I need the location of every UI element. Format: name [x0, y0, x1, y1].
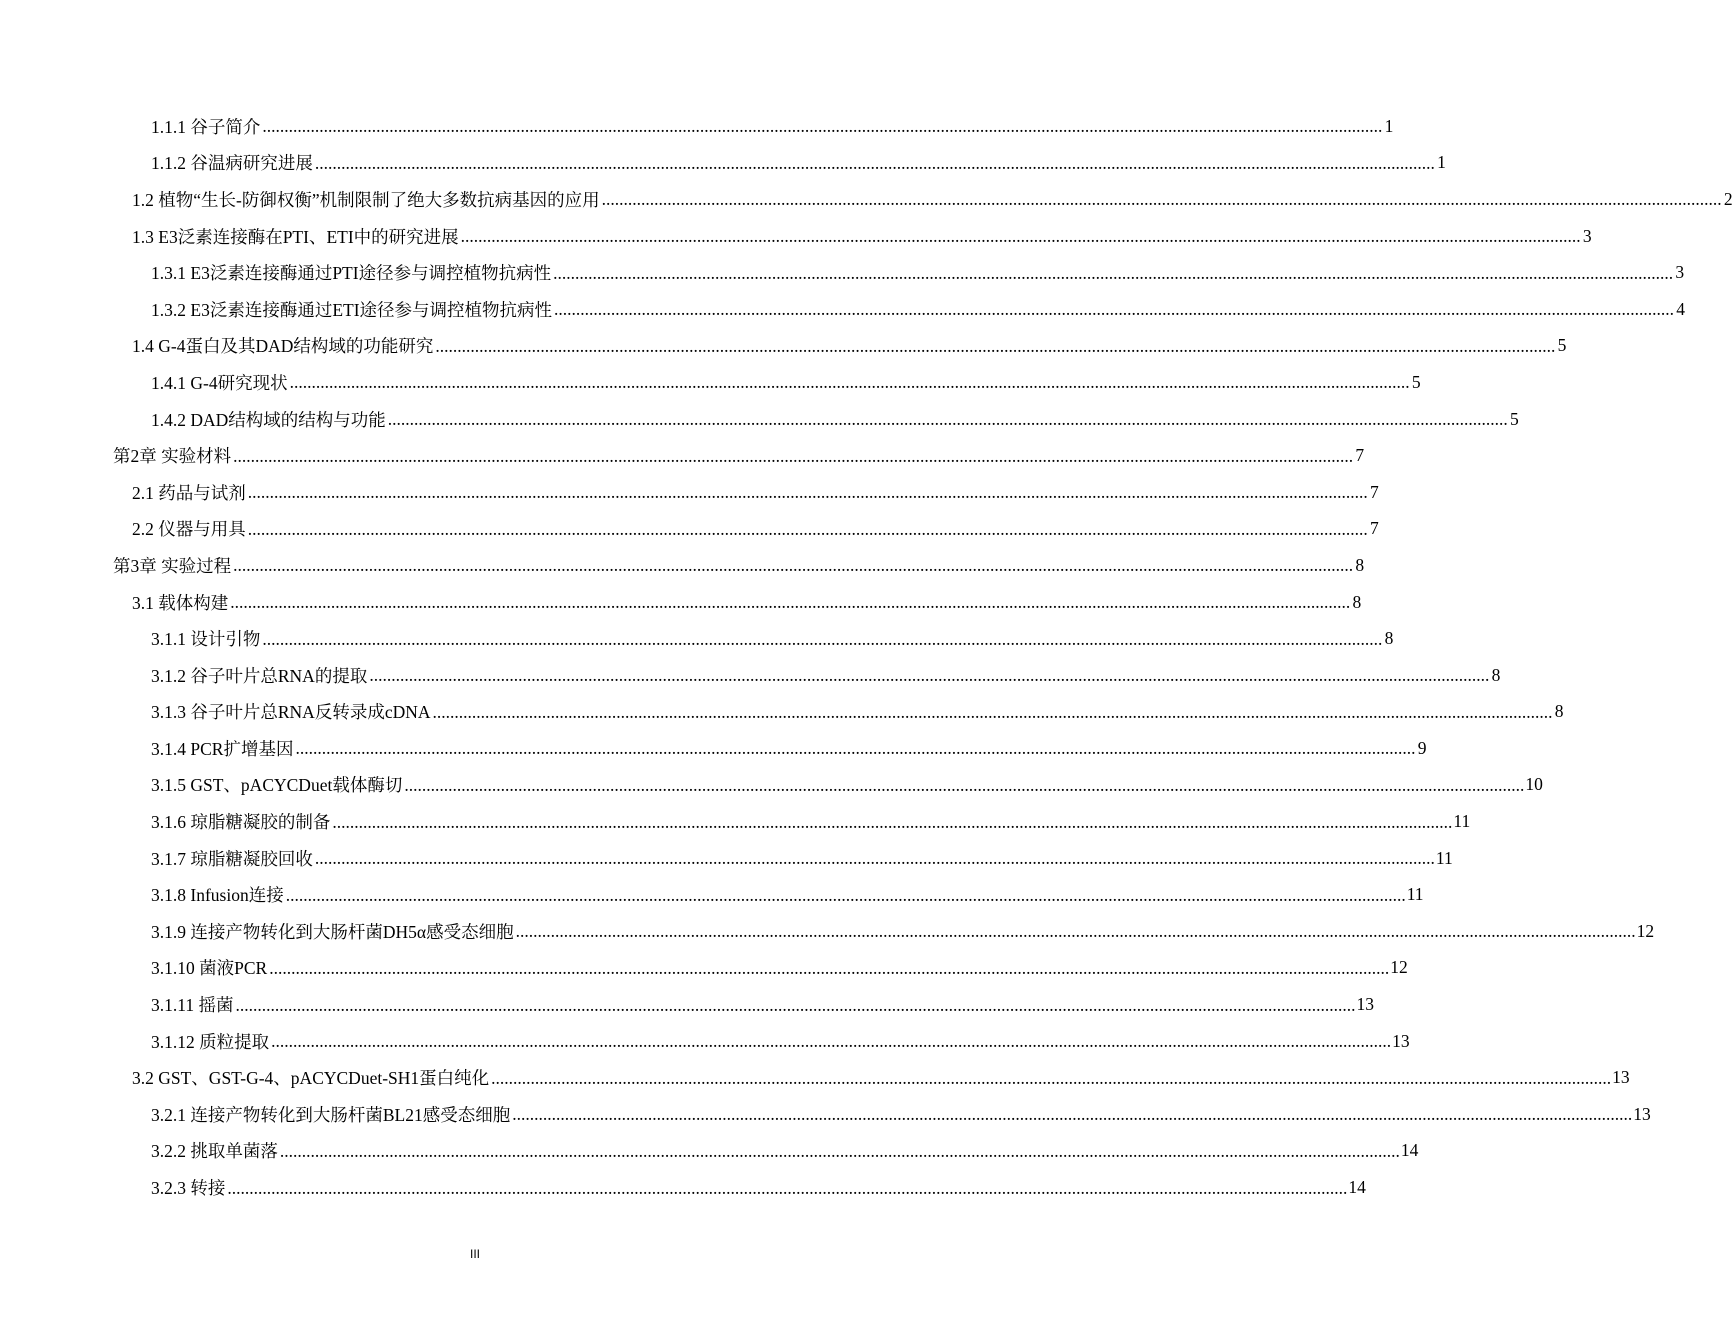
toc-entry[interactable]	[0, 1096, 1651, 1133]
toc-entry-title: 3.1.7 琼脂糖凝胶回收	[151, 846, 314, 871]
dot-leader	[271, 1030, 1391, 1052]
toc-entry[interactable]	[0, 291, 1686, 328]
dot-leader	[230, 591, 1350, 613]
page-number: III	[469, 1247, 480, 1261]
dot-leader	[491, 1067, 1611, 1089]
toc-entry-title: 3.1.12 质粒提取	[151, 1029, 270, 1054]
toc-entry[interactable]	[0, 950, 1408, 987]
toc-entry[interactable]	[0, 437, 1365, 474]
toc-entry-title: 3.1 载体构建	[132, 590, 229, 615]
dot-leader	[248, 481, 1368, 503]
toc-entry-page: 11	[1406, 884, 1424, 905]
toc-entry[interactable]	[0, 803, 1471, 840]
toc-entry[interactable]	[0, 694, 1564, 731]
toc-entry-page: 7	[1370, 518, 1379, 539]
toc-entry-page: 11	[1453, 811, 1471, 832]
toc-entry-page: 13	[1633, 1103, 1651, 1124]
toc-entry-title: 3.2.3 转接	[151, 1175, 226, 1200]
toc-entry-page: 8	[1491, 664, 1501, 685]
toc-entry-page: 14	[1400, 1140, 1419, 1161]
toc-entry-title: 2.1 药品与试剂	[132, 480, 247, 505]
toc-entry[interactable]	[0, 657, 1501, 694]
toc-entry-page: 11	[1435, 847, 1453, 868]
toc-entry-page: 13	[1356, 994, 1374, 1015]
dot-leader	[433, 701, 1553, 723]
toc-entry[interactable]	[0, 876, 1424, 913]
dot-leader	[233, 445, 1353, 467]
toc-entry-title: 3.1.3 谷子叶片总RNA反转录成cDNA	[151, 699, 432, 724]
toc-entry-title: 第3章 实验过程	[113, 553, 232, 578]
dot-leader	[286, 884, 1406, 906]
toc-entry-page: 14	[1348, 1177, 1366, 1198]
dot-leader	[553, 262, 1673, 284]
toc-entry-title: 3.1.11 摇菌	[151, 992, 234, 1017]
toc-entry[interactable]	[0, 767, 1543, 804]
toc-entry-page: 8	[1554, 701, 1564, 722]
toc-entry-page: 10	[1525, 774, 1543, 795]
toc-entry-title: 1.3.1 E3泛素连接酶通过PTI途径参与调控植物抗病性	[151, 260, 552, 285]
toc-entry-title: 1.4.1 G-4研究现状	[151, 370, 289, 395]
dot-leader	[461, 225, 1581, 247]
dot-leader	[602, 188, 1722, 210]
toc-entry-title: 1.3.2 E3泛素连接酶通过ETI途径参与调控植物抗病性	[151, 297, 553, 322]
toc-entry-title: 3.1.4 PCR扩增基因	[151, 736, 294, 761]
toc-entry[interactable]	[0, 913, 1655, 950]
toc-entry[interactable]	[0, 328, 1567, 365]
toc-entry[interactable]	[0, 364, 1421, 401]
toc-entry[interactable]	[0, 986, 1374, 1023]
toc-entry[interactable]	[0, 1059, 1630, 1096]
toc-entry[interactable]	[0, 1023, 1410, 1060]
toc-entry[interactable]	[0, 840, 1453, 877]
toc-entry[interactable]	[0, 1169, 1366, 1206]
dot-leader	[262, 115, 1382, 137]
toc-entry-title: 第2章 实验材料	[113, 443, 232, 468]
toc-entry[interactable]	[0, 730, 1427, 767]
dot-leader	[227, 1177, 1347, 1199]
toc-entry-title: 1.3 E3泛素连接酶在PTI、ETI中的研究进展	[132, 224, 460, 249]
dot-leader	[332, 811, 1452, 833]
toc-entry-page: 13	[1612, 1067, 1630, 1088]
toc-entry-page: 5	[1510, 408, 1519, 429]
dot-leader	[554, 298, 1674, 320]
dot-leader	[233, 554, 1353, 576]
toc-entry[interactable]	[0, 254, 1685, 291]
toc-entry-page: 9	[1417, 737, 1427, 758]
dot-leader	[280, 1140, 1400, 1162]
dot-leader	[262, 628, 1382, 650]
toc-entry-page: 8	[1355, 554, 1365, 575]
toc-entry-page: 12	[1390, 957, 1408, 978]
toc-entry-title: 3.2.1 连接产物转化到大肠杆菌BL21感受态细胞	[151, 1102, 511, 1127]
toc-entry[interactable]	[0, 218, 1592, 255]
dot-leader	[315, 152, 1435, 174]
toc-entry-page: 3	[1582, 225, 1592, 246]
toc-entry-title: 3.1.6 琼脂糖凝胶的制备	[151, 809, 331, 834]
toc-entry-title: 1.1.1 谷子简介	[151, 114, 261, 139]
dot-leader	[248, 518, 1368, 540]
toc-entry-page: 2	[1723, 188, 1733, 209]
toc-entry-title: 3.1.9 连接产物转化到大肠杆菌DH5α感受态细胞	[151, 919, 515, 944]
toc-entry-page: 1	[1384, 115, 1394, 136]
toc-entry-page: 3	[1675, 262, 1685, 283]
toc-entry-title: 3.2 GST、GST-G-4、pACYCDuet-SH1蛋白纯化	[132, 1065, 490, 1090]
toc-entry-page: 5	[1557, 335, 1567, 356]
toc-entry-page: 7	[1355, 445, 1365, 466]
toc-entry-title: 3.1.1 设计引物	[151, 626, 261, 651]
toc-entry[interactable]	[0, 181, 1733, 218]
toc-entry[interactable]	[0, 474, 1379, 511]
toc-entry-title: 1.2 植物“生长-防御权衡”机制限制了绝大多数抗病基因的应用	[132, 187, 601, 212]
toc-entry-title: 1.4 G-4蛋白及其DAD结构域的功能研究	[132, 333, 434, 358]
toc-entry[interactable]	[0, 547, 1365, 584]
dot-leader	[369, 664, 1489, 686]
toc-entry-title: 3.1.10 菌液PCR	[151, 955, 268, 980]
table-of-contents	[0, 108, 1733, 1206]
toc-entry-page: 13	[1392, 1030, 1410, 1051]
toc-entry-page: 1	[1437, 152, 1446, 173]
toc-entry[interactable]	[0, 145, 1446, 182]
dot-leader	[512, 1103, 1632, 1125]
dot-leader	[269, 957, 1389, 979]
toc-entry-page: 12	[1636, 920, 1655, 941]
toc-entry-title: 3.2.2 挑取单菌落	[151, 1138, 279, 1163]
toc-entry-page: 8	[1384, 628, 1394, 649]
toc-entry-page: 7	[1370, 481, 1379, 502]
dot-leader	[516, 920, 1636, 942]
dot-leader	[290, 371, 1410, 393]
dot-leader	[435, 335, 1555, 357]
dot-leader	[404, 774, 1524, 796]
dot-leader	[295, 737, 1415, 759]
toc-entry-title: 2.2 仪器与用具	[132, 516, 247, 541]
toc-entry-title: 3.1.8 Infusion连接	[151, 882, 285, 907]
dot-leader	[315, 847, 1435, 869]
toc-entry-title: 3.1.2 谷子叶片总RNA的提取	[151, 663, 368, 688]
toc-entry[interactable]	[0, 584, 1362, 621]
dot-leader	[235, 994, 1355, 1016]
dot-leader	[388, 408, 1508, 430]
toc-entry-page: 5	[1411, 371, 1421, 392]
toc-entry-page: 4	[1676, 298, 1686, 319]
toc-entry-title: 3.1.5 GST、pACYCDuet载体酶切	[151, 772, 403, 797]
toc-entry-title: 1.1.2 谷温病研究进展	[151, 150, 314, 175]
toc-entry[interactable]	[0, 620, 1394, 657]
toc-entry-title: 1.4.2 DAD结构域的结构与功能	[151, 407, 387, 432]
toc-entry-page: 8	[1352, 591, 1362, 612]
toc-entry[interactable]	[0, 108, 1394, 145]
toc-entry[interactable]	[0, 401, 1519, 438]
toc-entry[interactable]	[0, 1133, 1419, 1170]
toc-entry[interactable]	[0, 511, 1379, 548]
